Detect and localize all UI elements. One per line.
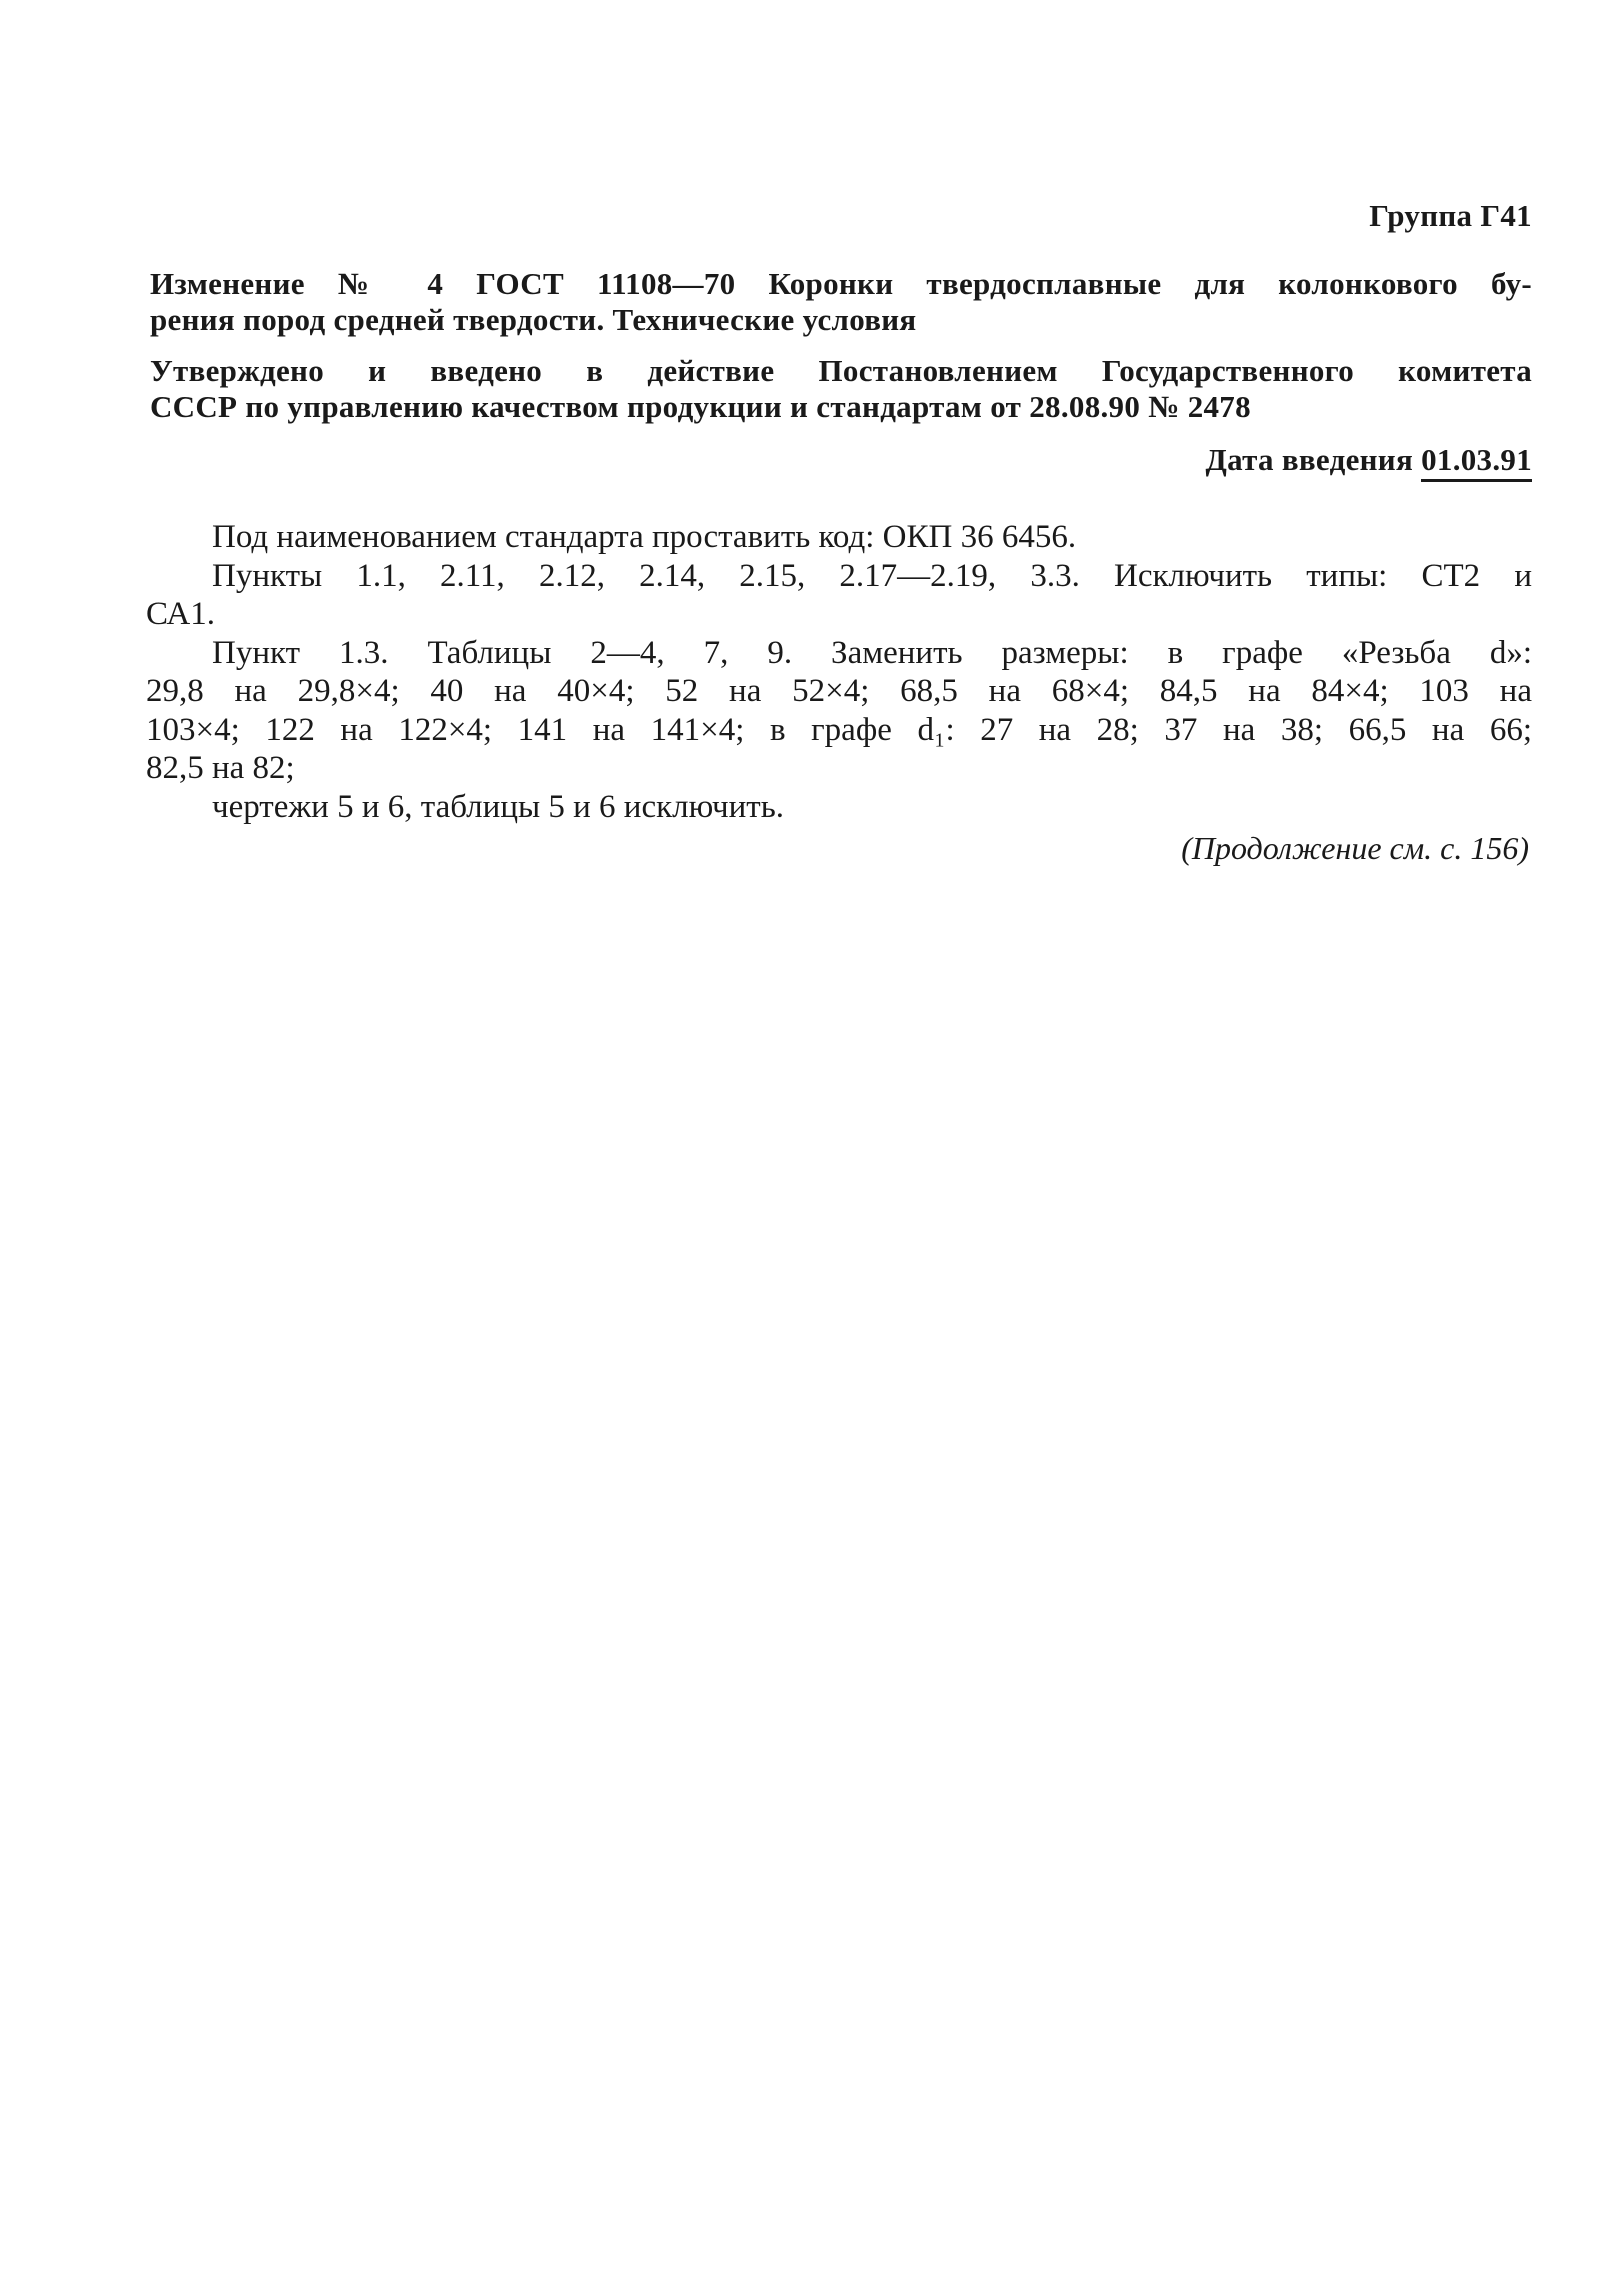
amendment-title [150,266,1532,338]
introduction-date-label: Дата введения [1205,442,1414,477]
body-line: 29,8 на 29,8×4; 40 на 40×4; 52 на 52×4; 68,5 на 68×4; 84,5 на 84×4; 103 на [146,673,1532,709]
body-line: 82,5 на 82; [146,750,295,786]
group-code: Группа Г41 [1369,198,1532,233]
body-line: Пункт 1.3. Таблицы 2—4, 7, 9. Заменить размеры: в графе «Резьба d»: [212,634,1532,671]
approval-line: Утверждено и введено в действие Постановлением Государственного комитета [150,353,1532,388]
introduction-date-value: 01.03.91 [1421,443,1532,482]
body-line: 103×4; 122 на 122×4; 141 на 141×4; в графе d₁: 27 на 28; 37 на 38; 66,5 на 66; [146,711,1532,748]
approval-statement [150,353,1532,425]
body-line: Пункты 1.1, 2.11, 2.12, 2.14, 2.15, 2.17—2.19, 3.3. Исключить типы: СТ2 и [212,557,1532,594]
body-line: Под наименованием стандарта проставить код: ОКП 36 6456. [212,519,1077,555]
introduction-date [1205,442,1532,482]
approval-line: СССР по управлению качеством продукции и стандартам от 28.08.90 № 2478 [150,389,1251,424]
amendment-title-line: рения пород средней твердости. Технические условия [150,302,917,337]
amendment-body [146,518,1532,826]
body-line: чертежи 5 и 6, таблицы 5 и 6 исключить. [212,788,784,825]
amendment-title-line: Изменение № 4 ГОСТ 11108—70 Коронки твердосплавные для колонкового бу- [150,266,1532,301]
body-line: СА1. [146,596,215,632]
continuation-note: (Продолжение см. с. 156) [1181,830,1529,866]
